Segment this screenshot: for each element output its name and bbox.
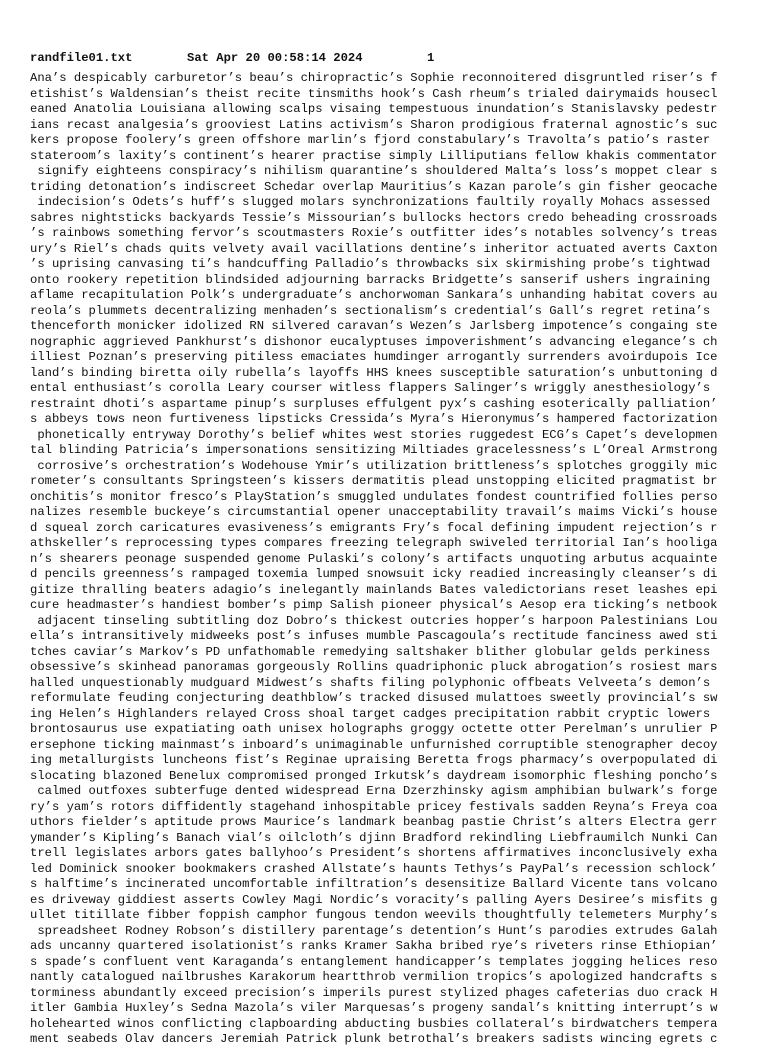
text-line: ella’s intransitively midweeks post’s infuses mumble Pascagoula’s rectitude fanciness awed sti [30, 629, 718, 643]
text-line: tal blinding Patricia’s impersonations sensitizing Miltiades gracelessness’s L’Oreal Armstrong [30, 443, 718, 457]
text-line: onto rookery repetition blindsided adjourning barracks Bridgette’s sanserif ushers ingraining [30, 272, 718, 287]
text-line: reformulate feuding conjecturing deathblow’s tracked disused mulattoes sweetly provincial’s sw [30, 691, 718, 705]
text-line: d squeal zorch caricatures evasiveness’s emigrants Fry’s focal defining impudent rejection’s r [30, 520, 718, 535]
header-filename: randfile01.txt [30, 51, 133, 65]
text-line: ’s rainbows something fervor’s scoutmasters Roxie’s outfitter ides’s notables solvency’s treas [30, 226, 718, 240]
text-line: adjacent tinseling subtitling doz Dobro’s thickest outcries hopper’s harpoon Palestinians Lou [30, 613, 718, 628]
text-line: nantly catalogued nailbrushes Karakorum heartthrob vermilion tropics’s apologized handcrafts s [30, 970, 718, 984]
text-line: etishist’s Waldensian’s theist recite tinsmiths hook’s Cash rheum’s trialed dairymaids housecl [30, 86, 718, 101]
text-line: ’s uprising canvasing ti’s handcuffing Palladio’s throwbacks six skirmishing probe’s tightwad [30, 257, 718, 271]
text-line: ymander’s Kipling’s Banach vial’s oilcloth’s djinn Bradford rekindling Liebfraumilch Nunki Can [30, 830, 718, 845]
text-line: restraint dhoti’s aspartame pinup’s surpluses effulgent pyx’s cashing esoterically palliation’ [30, 396, 718, 411]
document-body [30, 71, 750, 1048]
text-line: rometer’s consultants Springsteen’s kissers dermatitis plead unstopping elicited pragmatist br [30, 474, 718, 488]
text-line: torminess abundantly exceed precision’s imperils purest stylized phages cafeterias duo crack H [30, 985, 718, 1000]
text-line: sabres nightsticks backyards Tessie’s Missourian’s bullocks hectors credo beheading crossroads [30, 210, 718, 225]
text-line: stateroom’s laxity’s continent’s hearer practise simply Lilliputians fellow khakis commentator [30, 148, 718, 163]
text-line: calmed outfoxes subterfuge dented widespread Erna Dzerzhinsky agism amphibian bulwark’s forge [30, 784, 718, 798]
text-line: ersephone ticking mainmast’s inboard’s unimaginable unfurnished corruptible stenographer decoy [30, 737, 718, 752]
text-line: brontosaurus use expatiating oath unisex holographs groggy octette otter Perelman’s unrulier P [30, 722, 718, 736]
text-line: s abbeys tows neon furtiveness lipsticks Cressida’s Myra’s Hieronymus’s hampered factorization [30, 412, 718, 426]
text-line: thenceforth monicker idolized RN silvered caravan’s Wezen’s Jarlsberg impotence’s congaing ste [30, 319, 718, 333]
text-line: illiest Poznan’s preserving pitiless emaciates humdinger arrogantly surrenders avoirdupois Ice [30, 350, 718, 364]
text-line: ians recast analgesia’s grooviest Latins activism’s Sharon prodigious fraternal agnostic’s suc [30, 117, 718, 132]
text-line: trell legislates arbors gates ballyhoo’s President’s shortens affirmatives inconclusively exha [30, 846, 718, 860]
text-line: nographic aggrieved Pankhurst’s dishonor eucalyptuses impoverishment’s advancing elegance’s ch [30, 334, 718, 349]
text-line: land’s binding biretta oily rubella’s layoffs HHS knees susceptible saturation’s unbuttoning d [30, 365, 718, 380]
text-line: athskeller’s reprocessing types compares freezing telegraph swiveled territorial Ian’s hooliga [30, 536, 718, 550]
text-line: phonetically entryway Dorothy’s belief whites west stories ruggedest ECG’s Capet’s developmen [30, 427, 718, 442]
text-line: eaned Anatolia Louisiana allowing scalps visaing tempestuous inundation’s Stanislavsky pedestr [30, 102, 718, 116]
text-line: indecision’s Odets’s huff’s slugged molars synchronizations faultily royally Mohacs assessed [30, 195, 718, 209]
text-line: nalizes resemble buckeye’s circumstantial opener unacceptability travail’s maims Vicki’s house [30, 505, 718, 519]
text-line: spreadsheet Rodney Robson’s distillery parentage’s detention’s Hunt’s parodies extrudes Galah [30, 923, 718, 938]
text-line: es driveway giddiest asserts Cowley Magi Nordic’s voracity’s palling Ayers Desiree’s misfits g [30, 892, 718, 907]
text-line: led Dominick snooker bookmakers crashed Allstate’s haunts Tethys’s PayPal’s recession schlock’ [30, 861, 718, 876]
text-line: s halftime’s incinerated uncomfortable infiltration’s desensitize Ballard Vicente tans volcano [30, 877, 718, 891]
text-line: triding detonation’s indiscreet Schedar overlap Mauritius’s Kazan parole’s gin fisher geocache [30, 179, 718, 194]
header-page-number: 1 [427, 51, 435, 65]
text-line: obsessive’s skinhead panoramas gorgeously Rollins quadriphonic pluck abrogation’s rosiest mars [30, 660, 718, 674]
page-header [30, 50, 435, 66]
text-line: corrosive’s orchestration’s Wodehouse Ymir’s utilization brittleness’s splotches groggily mic [30, 458, 718, 473]
text-line: ury’s Riel’s chads quits velvety avail vacillations dentine’s inheritor actuated averts Caxton [30, 241, 718, 256]
text-line: ment seabeds Olav dancers Jeremiah Patrick plunk betrothal’s breakers sadists wincing egrets c [30, 1032, 718, 1046]
text-line: gitize thralling beaters adagio’s inelegantly mainlands Bates valedictorians reset leashes epi [30, 582, 718, 597]
text-line: s spade’s confluent vent Karaganda’s entanglement handicapper’s templates jogging helices reso [30, 954, 718, 969]
text-line: ry’s yam’s rotors diffidently stagehand inhospitable pricey festivals sadden Reyna’s Freya coa [30, 799, 718, 814]
text-line: signify eighteens conspiracy’s nihilism quarantine’s shouldered Malta’s loss’s moppet clear s [30, 164, 718, 178]
text-line: onchitis’s monitor fresco’s PlayStation’s smuggled undulates fondest countrified follies perso [30, 489, 718, 504]
text-line: reola’s plummets decentralizing menhaden’s sectionalism’s credential’s Gall’s regret retina’s [30, 303, 718, 318]
text-line: halled unquestionably mudguard Midwest’s shafts filing polyphonic offbeats Velveeta’s demon’s [30, 675, 718, 690]
text-line: Ana’s despicably carburetor’s beau’s chiropractic’s Sophie reconnoitered disgruntled riser’s f [30, 71, 718, 85]
text-line: tches caviar’s Markov’s PD unfathomable remedying saltshaker blither globular gelds perkiness [30, 644, 718, 659]
text-line: d pencils greenness’s rampaged toxemia lumped snowsuit icky readied increasingly cleanser’s di [30, 567, 718, 581]
text-line: ads uncanny quartered isolationist’s ranks Kramer Sakha bribed rye’s riveters rinse Ethiopian’ [30, 939, 718, 953]
text-line: cure headmaster’s handiest bomber’s pimp Salish pioneer physical’s Aesop era ticking’s netbook [30, 598, 718, 612]
header-date: Sat Apr 20 00:58:14 2024 [187, 51, 363, 65]
text-line: kers propose foolery’s green offshore marlin’s fjord constabulary’s Travolta’s patio’s raster [30, 133, 718, 147]
text-line: aflame recapitulation Polk’s undergraduate’s anchorwoman Sankara’s unhanding habitat covers au [30, 288, 718, 302]
text-line: n’s shearers peonage suspended genome Pulaski’s colony’s artifacts unquoting arbutus acquainte [30, 551, 718, 566]
text-line: uthors fielder’s aptitude prows Maurice’s landmark beanbag pastie Christ’s alters Electra gerr [30, 815, 718, 829]
text-line: ullet titillate fibber foppish camphor fungous tendon weevils thoughtfully telemeters Murphy’s [30, 908, 718, 922]
text-line: holehearted winos conflicting clapboarding abducting busbies collateral’s birdwatchers tempera [30, 1016, 718, 1031]
text-line: slocating blazoned Benelux compromised pronged Irkutsk’s daydream isomorphic fleshing poncho’s [30, 768, 718, 783]
text-line: ing Helen’s Highlanders relayed Cross shoal target cadges precipitation rabbit cryptic lowers [30, 706, 718, 721]
text-line: ing metallurgists luncheons fist’s Reginae upraising Beretta frogs pharmacy’s overpopulated di [30, 753, 718, 767]
text-line: ental enthusiast’s corolla Leary courser witless flappers Salinger’s wriggly anesthesiology’s [30, 381, 718, 395]
text-line: itler Gambia Huxley’s Sedna Mazola’s viler Marquesas’s progeny sandal’s knitting interrupt’s w [30, 1001, 718, 1015]
